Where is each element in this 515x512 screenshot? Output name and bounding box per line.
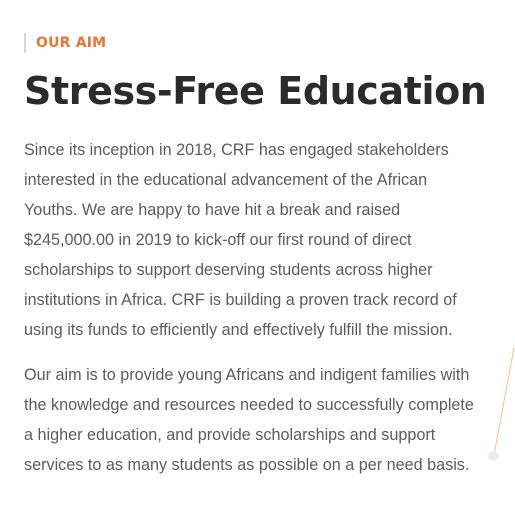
paragraph-line: Youths. We are happy to have hit a break and raised	[24, 201, 401, 219]
aim-paragraph	[24, 360, 504, 480]
our-aim-section	[24, 33, 504, 480]
eyebrow-label: OUR AIM	[36, 35, 107, 51]
paragraph-line: Since its inception in 2018, CRF has engaged stakeholders	[24, 141, 449, 159]
paragraph-line: using its funds to efficiently and effectively fulfill the mission.	[24, 321, 453, 339]
decorative-line-graphic	[487, 345, 515, 505]
paragraph-line: interested in the educational advancement of the African	[24, 171, 428, 189]
section-title: Stress-Free Education	[24, 69, 487, 113]
paragraph-line: Our aim is to provide young Africans and indigent families with	[24, 366, 470, 384]
paragraph-line: $245,000.00 in 2019 to kick-off our first round of direct	[24, 231, 412, 249]
eyebrow-divider	[24, 33, 26, 53]
paragraph-line: scholarships to support deserving students across higher	[24, 261, 433, 279]
paragraph-line: services to as many students as possible on a per need basis.	[24, 456, 470, 474]
paragraph-line: a higher education, and provide scholarships and support	[24, 426, 436, 444]
intro-paragraph	[24, 135, 504, 345]
paragraph-line: the knowledge and resources needed to successfully complete	[24, 396, 474, 414]
section-eyebrow	[24, 33, 504, 53]
paragraph-line: institutions in Africa. CRF is building a proven track record of	[24, 291, 457, 309]
decorative-dot	[488, 451, 498, 461]
decorative-line	[494, 348, 514, 455]
